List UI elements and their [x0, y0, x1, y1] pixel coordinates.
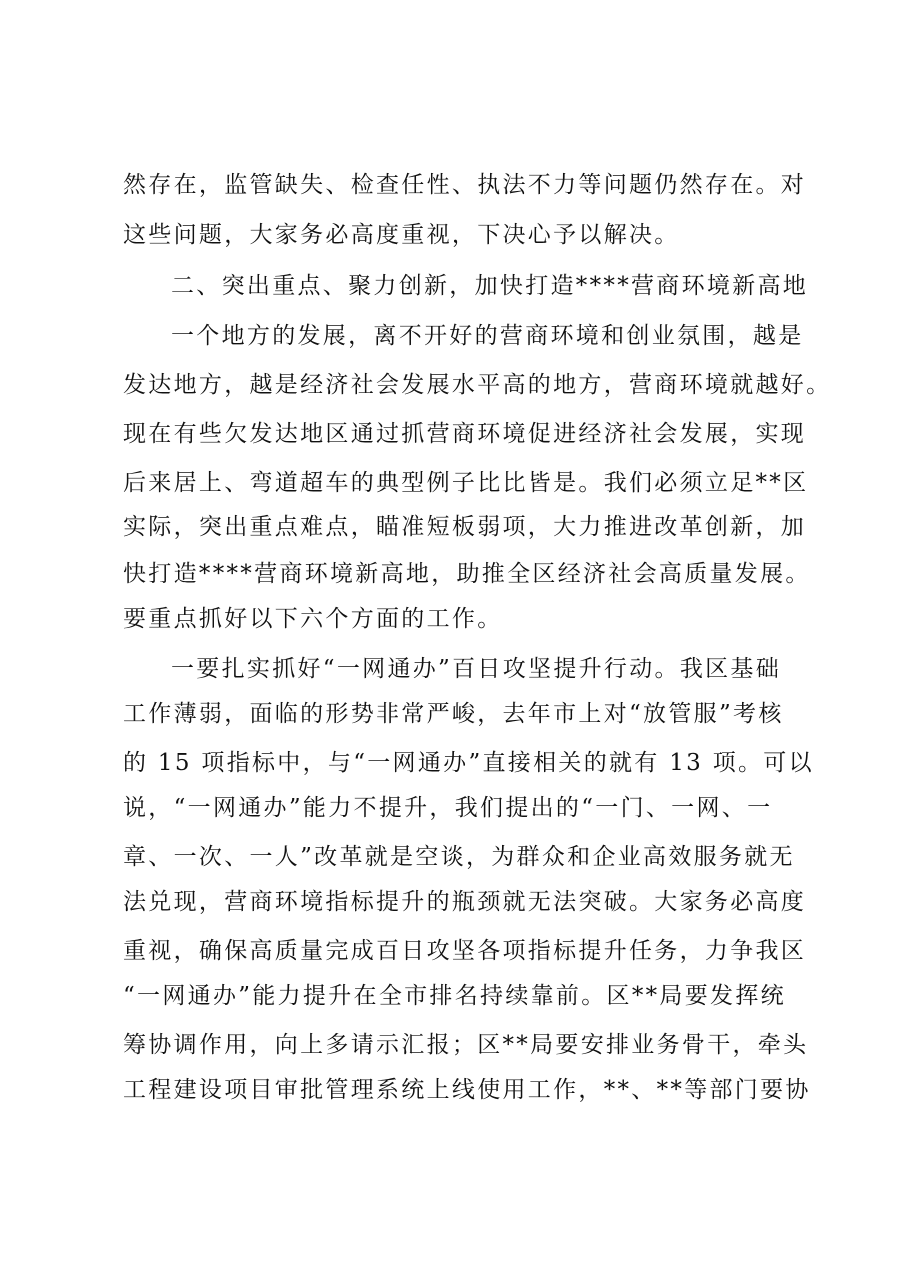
text-line: 重视，确保高质量完成百日攻坚各项指标提升任务，力争我区: [123, 938, 807, 964]
text-line: 要重点抓好以下六个方面的工作。: [123, 606, 503, 632]
text-line: 筹协调作用，向上多请示汇报；区**局要安排业务骨干，牵头: [123, 1032, 809, 1058]
text-line: 法兑现，营商环境指标提升的瓶颈就无法突破。大家务必高度: [123, 889, 807, 915]
text-line: 现在有些欠发达地区通过抓营商环境促进经济社会发展，实现: [123, 421, 807, 447]
text-line: 的 15 项指标中，与“一网通办”直接相关的就有 13 项。可以: [123, 750, 814, 776]
section-heading: 二、突出重点、聚力创新，加快打造****营商环境新高地: [171, 273, 809, 299]
text-line: 一个地方的发展，离不开好的营商环境和创业氛围，越是: [171, 323, 804, 349]
text-line: 工程建设项目审批管理系统上线使用工作，**、**等部门要协: [123, 1077, 811, 1103]
text-line: 说，“一网通办”能力不提升，我们提出的“一门、一网、一: [123, 795, 773, 821]
text-line: 发达地方，越是经济社会发展水平高的地方，营商环境就越好。: [123, 372, 832, 398]
text-line: “一网通办”能力提升在全市排名持续靠前。区**局要发挥统: [123, 983, 786, 1009]
text-line: 一要扎实抓好“一网通办”百日攻坚提升行动。我区基础: [171, 656, 782, 682]
text-line: 后来居上、弯道超车的典型例子比比皆是。我们必须立足**区: [123, 470, 809, 496]
text-line: 然存在，监管缺失、检查任性、执法不力等问题仍然存在。对: [123, 172, 807, 198]
text-line: 章、一次、一人”改革就是空谈，为群众和企业高效服务就无: [123, 844, 795, 870]
text-line: 实际，突出重点难点，瞄准短板弱项，大力推进改革创新，加: [123, 514, 807, 540]
text-line: 工作薄弱，面临的形势非常严峻，去年市上对“放管服”考核: [123, 701, 784, 727]
text-line: 快打造****营商环境新高地，助推全区经济社会高质量发展。: [123, 561, 811, 587]
text-line: 这些问题，大家务必高度重视，下决心予以解决。: [123, 222, 680, 248]
